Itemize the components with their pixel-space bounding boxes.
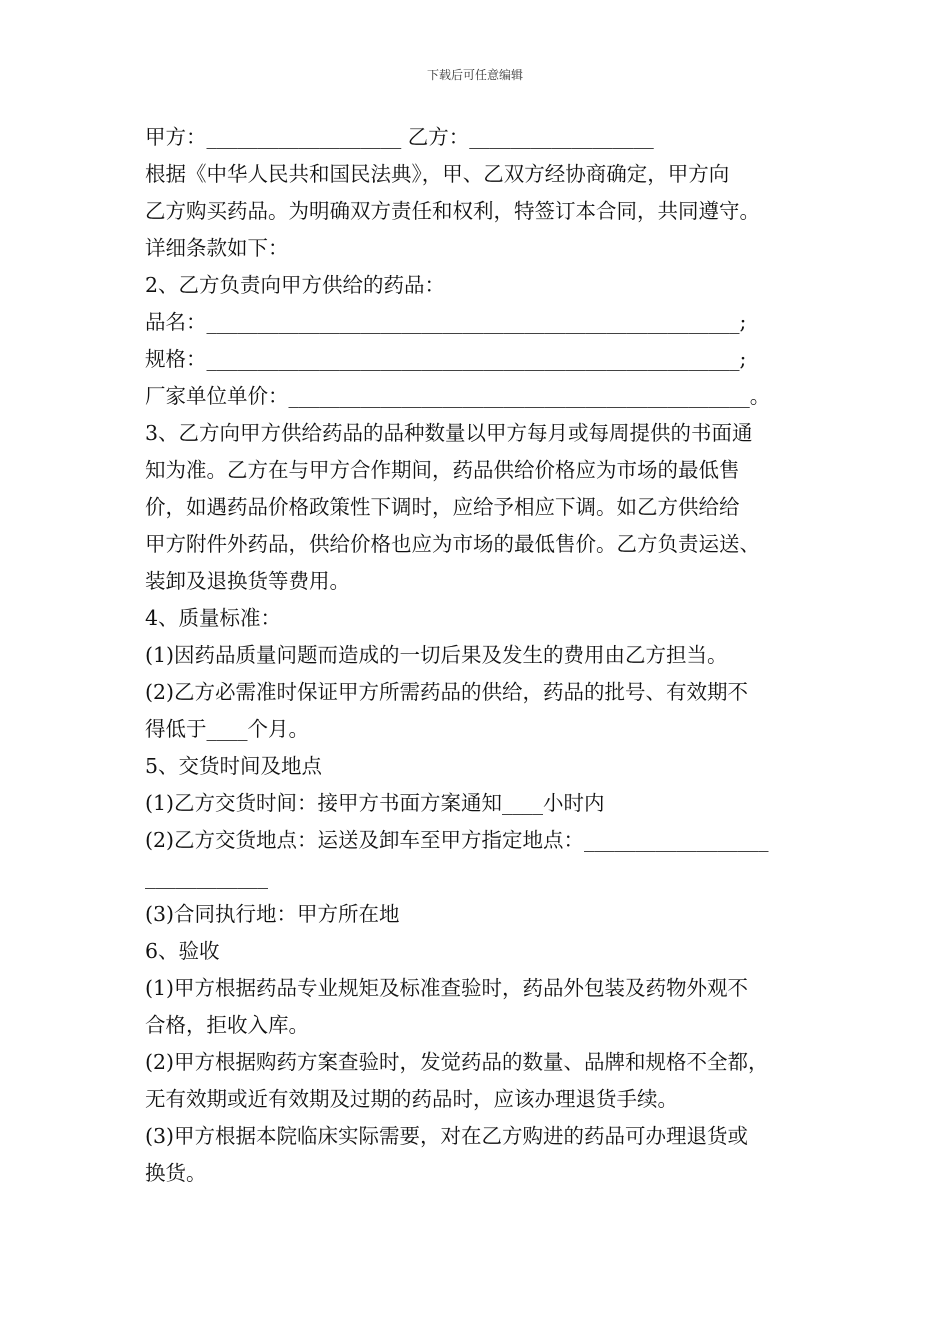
- text-line: 知为准。乙方在与甲方合作期间，药品供给价格应为市场的最低售: [145, 458, 740, 482]
- text-line: 3、乙方向甲方供给药品的品种数量以甲方每月或每周提供的书面通: [145, 421, 753, 445]
- text-line: (2)乙方交货地点：运送及卸车至甲方指定地点：__________________: [145, 828, 769, 852]
- page-header: 下载后可任意编辑: [426, 68, 523, 82]
- text-line: (1)乙方交货时间：接甲方书面方案通知____小时内: [145, 791, 605, 815]
- text-line: 品名：____________________________________________________;: [145, 310, 747, 334]
- text-line: (2)甲方根据购药方案查验时，发觉药品的数量、品牌和规格不全都，: [145, 1050, 769, 1074]
- text-line: 详细条款如下：: [145, 236, 289, 260]
- text-line: 合格，拒收入库。: [145, 1013, 309, 1037]
- section-heading: 4、质量标准：: [145, 606, 282, 630]
- section-heading: 6、验收: [145, 939, 220, 963]
- text-line: 价，如遇药品价格政策性下调时，应给予相应下调。如乙方供给给: [145, 495, 740, 519]
- text-line: ____________: [145, 865, 268, 889]
- text-line: 规格：____________________________________________________;: [145, 347, 747, 371]
- text-line: 换货。: [145, 1161, 207, 1185]
- text-line: 厂家单位单价：_____________________________________________。: [145, 384, 771, 408]
- text-line: 乙方购买药品。为明确双方责任和权利，特签订本合同，共同遵守。: [145, 199, 760, 223]
- text-line: (3)合同执行地：甲方所在地: [145, 902, 400, 926]
- text-line: (1)因药品质量问题而造成的一切后果及发生的费用由乙方担当。: [145, 643, 728, 667]
- text-line: (1)甲方根据药品专业规矩及标准查验时，药品外包装及药物外观不: [145, 976, 749, 1000]
- text-line: 装卸及退换货等费用。: [145, 569, 350, 593]
- section-heading: 2、乙方负责向甲方供给的药品：: [145, 273, 446, 297]
- text-line: (2)乙方必需准时保证甲方所需药品的供给，药品的批号、有效期不: [145, 680, 749, 704]
- text-line: 得低于____个月。: [145, 717, 309, 741]
- text-line: 无有效期或近有效期及过期的药品时，应该办理退货手续。: [145, 1087, 678, 1111]
- text-line: 甲方附件外药品，供给价格也应为市场的最低售价。乙方负责运送、: [145, 532, 760, 556]
- party-line: 甲方：___________________ 乙方：__________________: [145, 125, 654, 149]
- text-line: (3)甲方根据本院临床实际需要，对在乙方购进的药品可办理退货或: [145, 1124, 749, 1148]
- section-heading: 5、交货时间及地点: [145, 754, 323, 778]
- text-line: 根据《中华人民共和国民法典》，甲、乙双方经协商确定，甲方向: [145, 162, 730, 186]
